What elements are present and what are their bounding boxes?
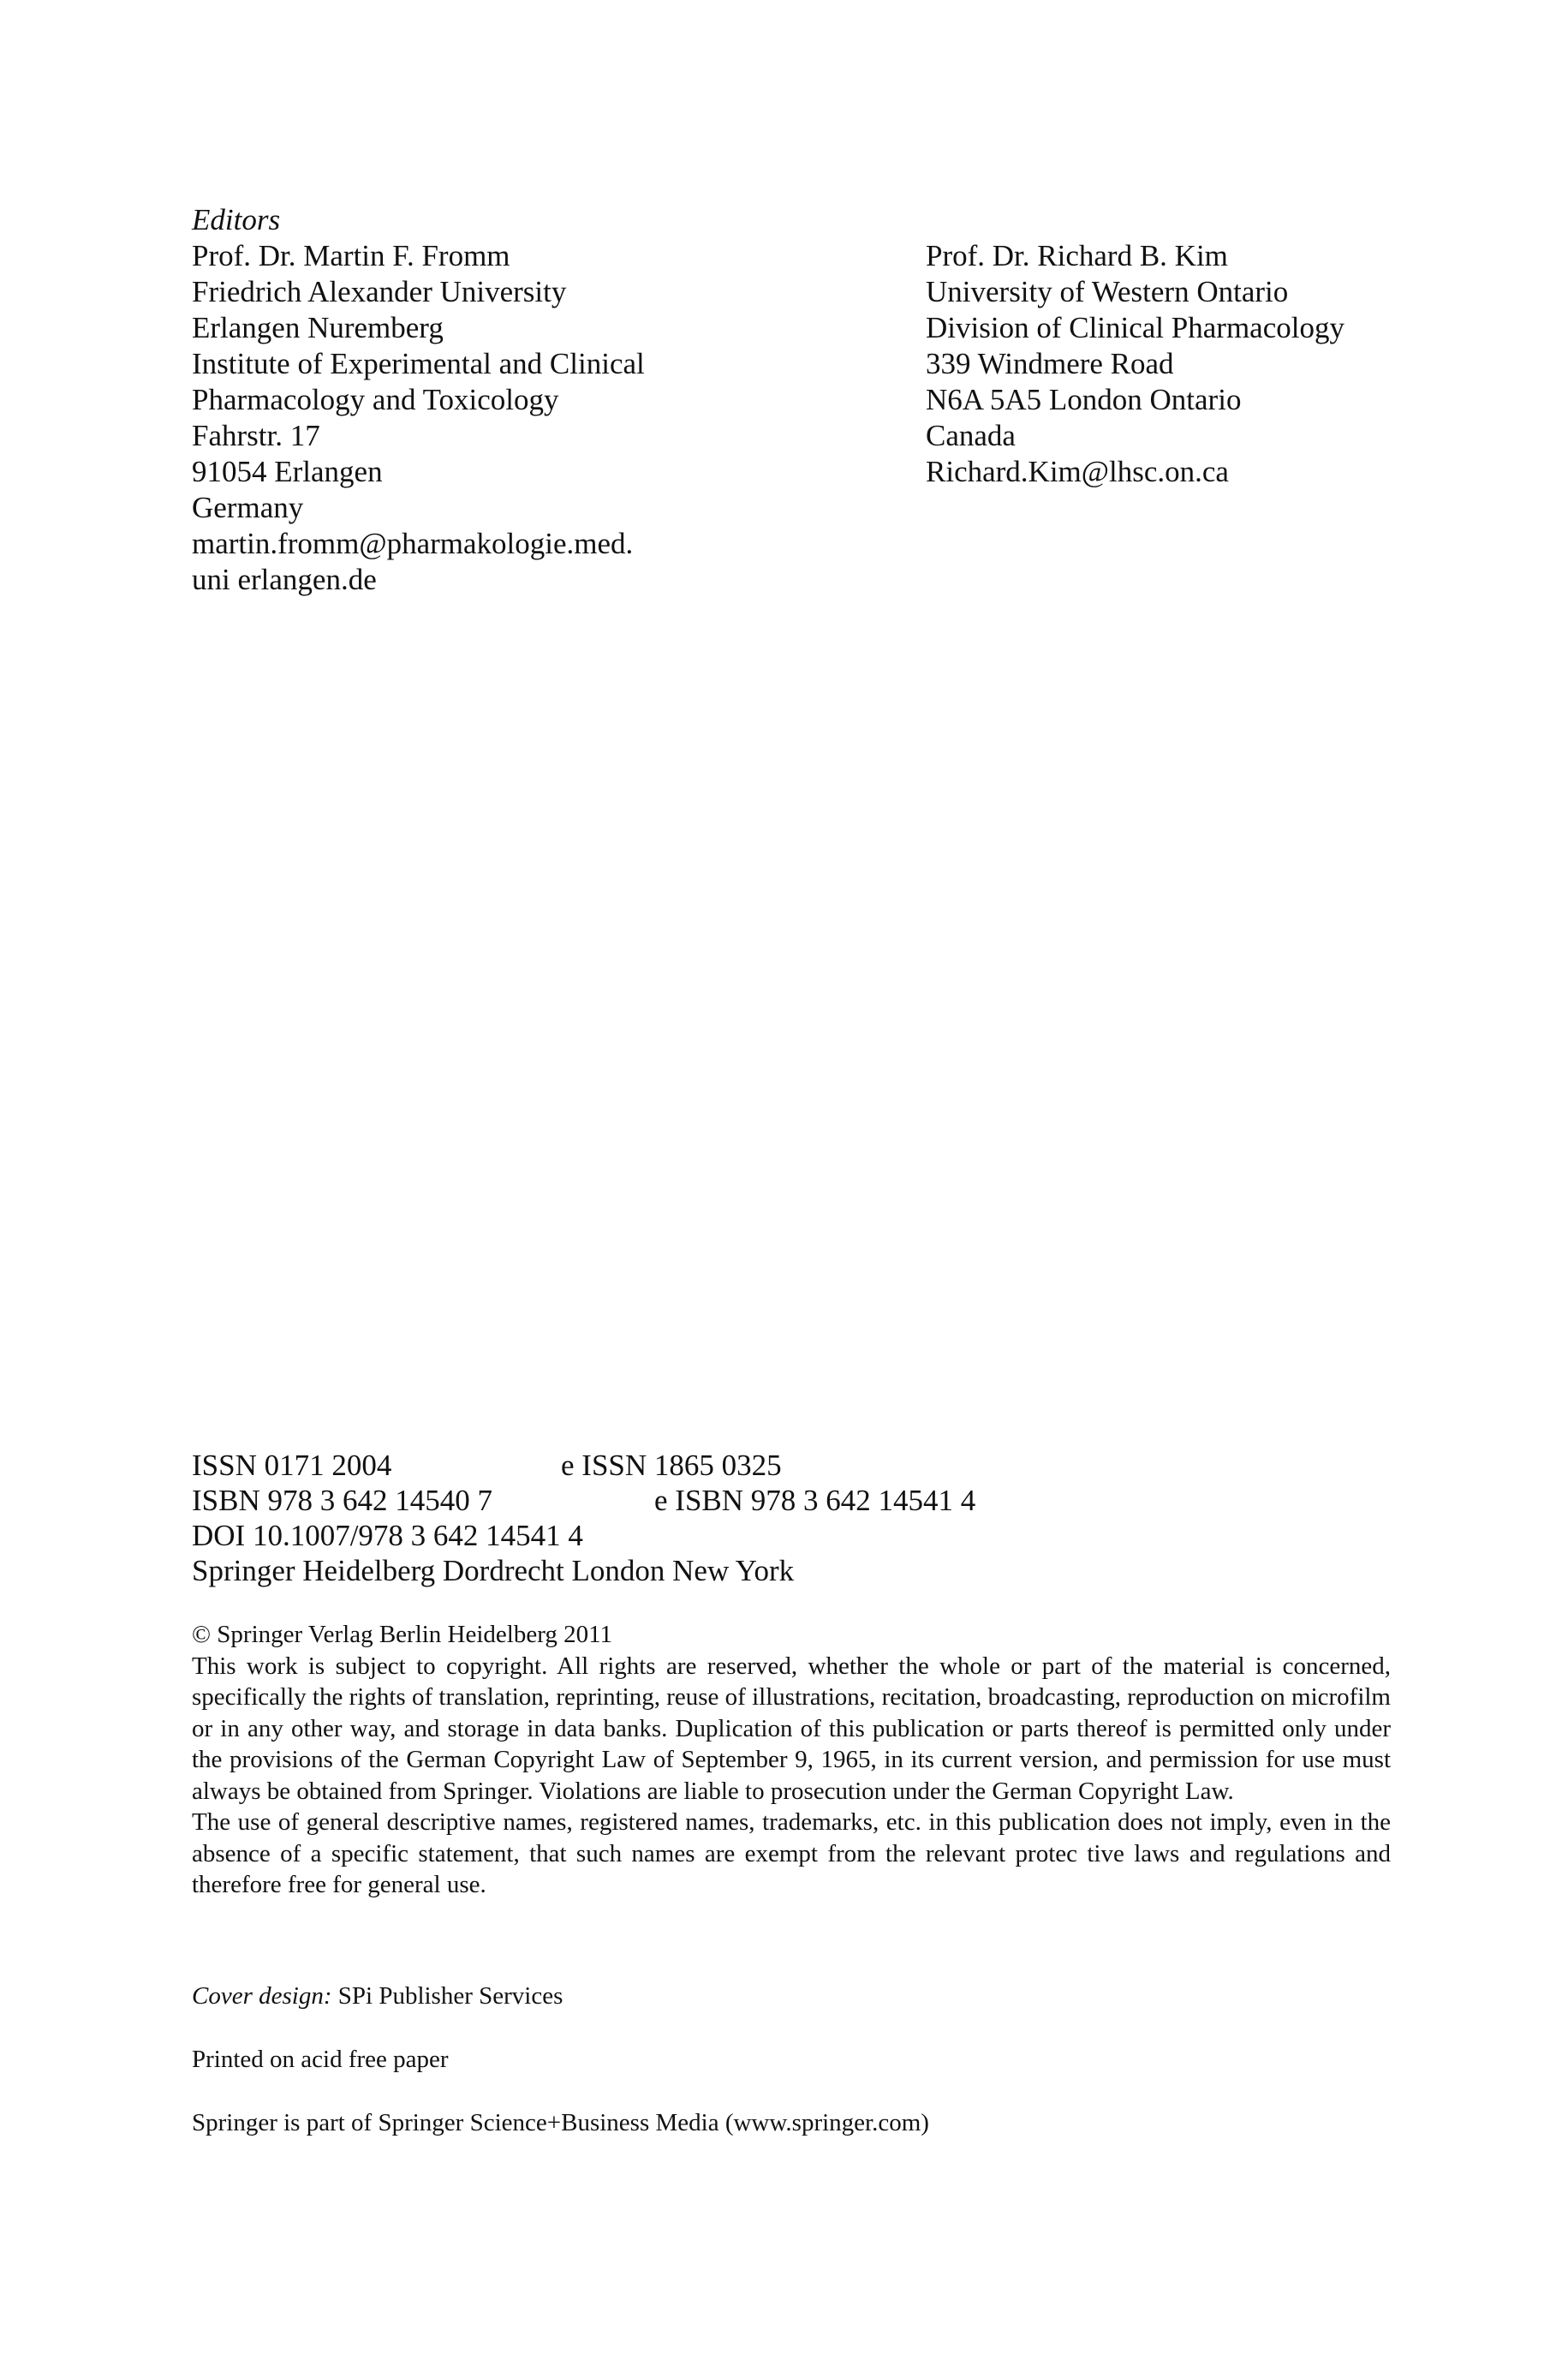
address-line: Canada [926,419,1016,452]
e-issn: e ISSN 1865 0325 [561,1449,782,1482]
email-line: martin.fromm@pharmakologie.med. [192,527,634,560]
paper-note: Printed on acid free paper [192,2046,449,2073]
address-line: Erlangen Nuremberg [192,311,444,344]
publisher-places: Springer Heidelberg Dordrecht London New York [192,1554,795,1587]
editors-label: Editors [192,203,281,236]
address-line: University of Western Ontario [926,275,1289,308]
address-line: N6A 5A5 London Ontario [926,383,1242,416]
springer-affiliation-note: Springer is part of Springer Science+Business Media (www.springer.com) [192,2109,929,2136]
copyright-section [192,1619,1391,1901]
e-isbn: e ISBN 978 3 642 14541 4 [654,1484,976,1517]
address-line: Pharmacology and Toxicology [192,383,559,416]
isbn: ISBN 978 3 642 14540 7 [192,1484,492,1517]
doi: DOI 10.1007/978 3 642 14541 4 [192,1519,583,1552]
issn: ISSN 0171 2004 [192,1449,392,1482]
cover-design-line [192,1981,563,2011]
isbn-row [192,1483,976,1518]
publication-identifiers [192,1448,976,1588]
trademark-paragraph: The use of general descriptive names, registered names, trademarks, etc. in this publication does not imply, even in the absence of a specific statement, that such names are exempt from the relevant protec tive laws and regulations and therefore free for general use. [192,1808,1391,1898]
copyright-paragraph: This work is subject to copyright. All rights are reserved, whether the whole or part of the material is concerned, specifically the rights of translation, reprinting, reuse of illustrations, recitation, broadcasting, reproduction on microfilm or in any other way, and storage in data banks. Duplication of this publication or parts thereof is permitted only under the provisions of the German Copyright Law of September 9, 1965, in its current version, and permission for use must always be obtained from Springer. Violations are liable to prosecution under the German Copyright Law. [192,1652,1391,1805]
address-line: 91054 Erlangen [192,455,383,488]
address-line: 339 Windmere Road [926,347,1174,380]
email-line: uni erlangen.de [192,563,377,596]
address-line: Prof. Dr. Richard B. Kim [926,239,1228,272]
editor-address-kim [926,238,1344,490]
address-line: Division of Clinical Pharmacology [926,311,1344,344]
address-line: Friedrich Alexander University [192,275,567,308]
address-line: Fahrstr. 17 [192,419,320,452]
issn-row [192,1448,794,1483]
email-line: Richard.Kim@lhsc.on.ca [926,455,1229,488]
address-line: Germany [192,491,304,524]
cover-design-label: Cover design: [192,1982,332,2010]
address-line: Institute of Experimental and Clinical [192,347,645,380]
copyright-notice: © Springer Verlag Berlin Heidelberg 2011 [192,1621,613,1648]
address-line: Prof. Dr. Martin F. Fromm [192,239,510,272]
editors-heading-block [192,202,280,238]
editor-address-fromm [192,238,645,598]
cover-design-value: SPi Publisher Services [337,1982,563,2010]
